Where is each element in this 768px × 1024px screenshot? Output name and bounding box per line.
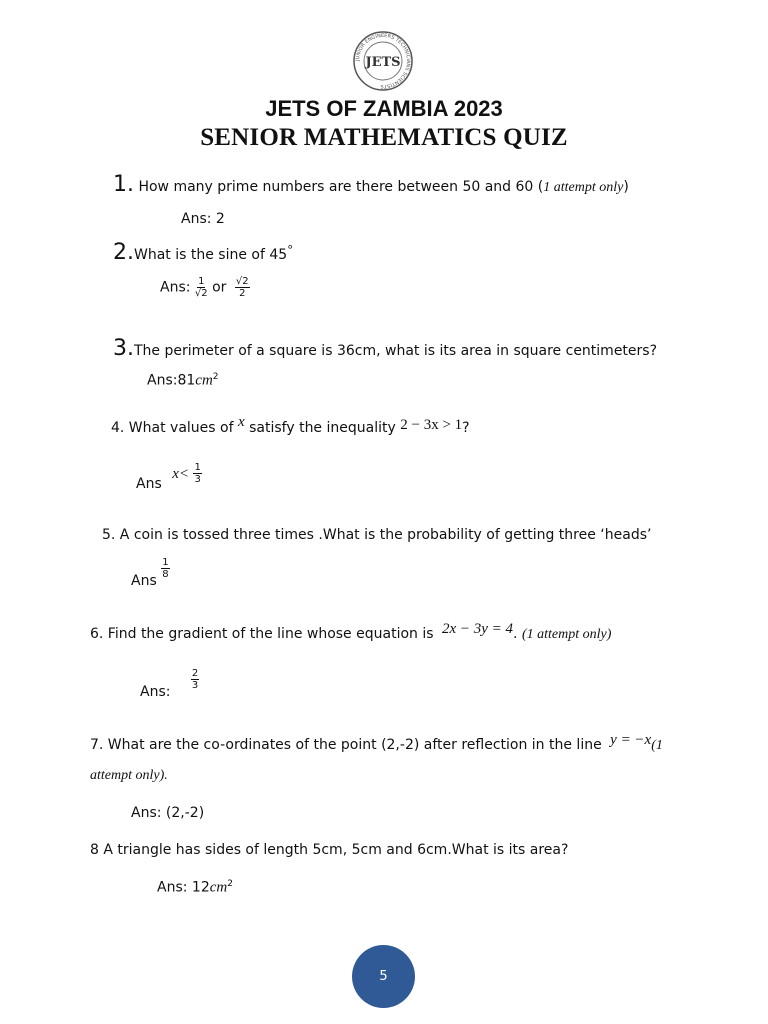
- question-equation: 2x − 3y = 4: [441, 621, 514, 637]
- answer-7: Ans: (2,-2): [131, 805, 205, 821]
- question-text: What is the sine of 45: [134, 247, 288, 263]
- question-text: The perimeter of a square is 36cm, what is its area in square centimeters?: [134, 343, 658, 359]
- answer-fraction: [193, 462, 201, 485]
- answer-label: Ans:: [140, 683, 171, 700]
- answer-exponent: 2: [212, 372, 219, 382]
- question-4: [111, 414, 470, 437]
- answer-4: [136, 462, 202, 492]
- question-note: (1 attempt only): [521, 627, 612, 642]
- answer-exponent: 2: [227, 879, 233, 889]
- answer-3: [147, 372, 219, 390]
- answer-8: [157, 879, 233, 897]
- question-note-start: (1: [651, 738, 663, 753]
- degree-symbol: °: [287, 242, 294, 257]
- question-text-2: satisfy the inequality: [249, 420, 396, 436]
- fraction-numerator: √2: [235, 276, 249, 287]
- page-number-badge: 5: [352, 945, 415, 1008]
- answer-label: Ans: 12: [157, 879, 210, 896]
- answer-label: Ans:: [147, 372, 178, 389]
- question-7: [90, 732, 663, 754]
- logo-ring-text: JUNIOR ENGINEERS TECHNICIANS SCIENTISTS: [354, 32, 412, 90]
- fraction-denominator: 3: [191, 680, 199, 691]
- question-inequality: 2 − 3x > 1: [400, 417, 463, 433]
- answer-5: [131, 557, 170, 589]
- fraction-denominator: 2: [239, 288, 246, 299]
- question-text-close: ): [623, 179, 629, 195]
- question-5: 5. A coin is tossed three times .What is the probability of getting three ‘heads’: [102, 527, 652, 543]
- jets-logo: [352, 30, 414, 92]
- answer-unit: cm: [209, 879, 228, 896]
- answer-expression: x<: [172, 465, 189, 482]
- fraction-denominator: 8: [162, 569, 169, 580]
- question-3: [113, 336, 657, 361]
- question-8: 8 A triangle has sides of length 5cm, 5cm and 6cm.What is its area?: [90, 842, 569, 858]
- fraction-denominator: √2: [194, 288, 208, 299]
- answer-fraction: [195, 276, 208, 299]
- answer-unit: cm: [195, 372, 213, 389]
- answer-value: 81: [177, 372, 196, 389]
- question-number: 3.: [113, 336, 134, 361]
- fraction-denominator: 3: [194, 474, 201, 485]
- question-dot: .: [513, 626, 518, 642]
- question-variable: x: [237, 414, 245, 430]
- page-subtitle: SENIOR MATHEMATICS QUIZ: [200, 124, 568, 151]
- answer-fraction: [235, 276, 250, 299]
- answer-label: Ans: [136, 475, 162, 492]
- answer-fraction: [191, 668, 199, 691]
- question-equation: y = −x: [610, 732, 652, 748]
- logo-text: JETS: [365, 55, 401, 70]
- fraction-numerator: 1: [194, 462, 201, 473]
- fraction-numerator: 1: [198, 276, 205, 287]
- question-text: 6. Find the gradient of the line whose equation is: [90, 626, 434, 642]
- fraction-numerator: 1: [162, 557, 169, 568]
- question-1: [113, 172, 629, 197]
- answer-2: [160, 276, 250, 299]
- question-mark: ?: [462, 420, 470, 436]
- answer-or: or: [212, 279, 227, 296]
- question-text: 7. What are the co-ordinates of the point (2,-2) after reflection in the line: [90, 737, 602, 753]
- question-text: How many prime numbers are there between 50 and 60 (: [138, 179, 544, 195]
- question-number: 2.: [113, 240, 134, 265]
- answer-fraction: [161, 557, 169, 580]
- answer-6: [140, 668, 199, 700]
- answer-label: Ans: [131, 572, 157, 589]
- answer-1: Ans: 2: [181, 211, 225, 227]
- question-number: 1.: [113, 172, 134, 197]
- page-title: JETS OF ZAMBIA 2023: [265, 96, 503, 121]
- question-note: 1 attempt only: [543, 180, 624, 195]
- question-text: 4. What values of: [111, 420, 234, 436]
- question-2: [113, 240, 293, 265]
- question-6: [90, 621, 612, 643]
- answer-label: Ans:: [160, 279, 191, 296]
- fraction-numerator: 2: [191, 668, 199, 679]
- question-7-note: attempt only).: [90, 768, 168, 783]
